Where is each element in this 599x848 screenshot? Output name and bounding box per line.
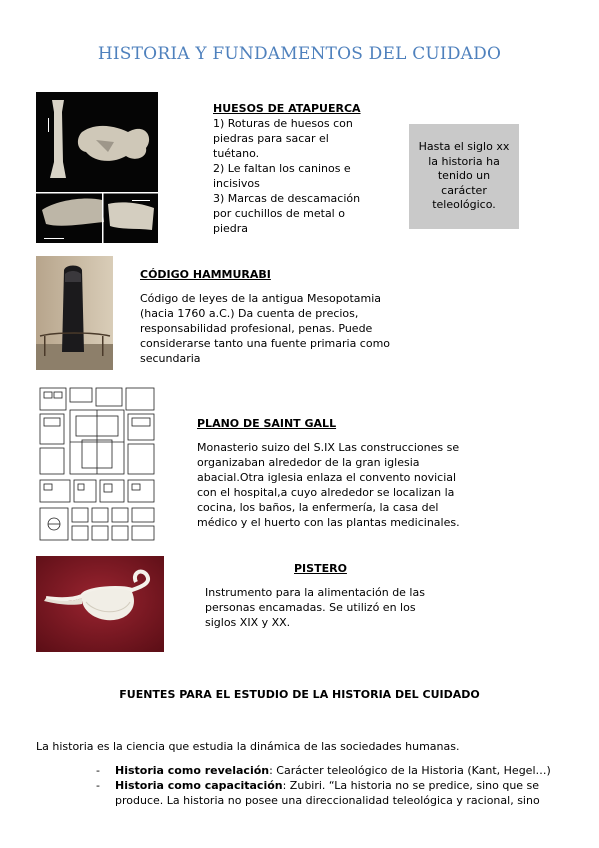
hammurabi-text	[140, 291, 410, 365]
pistero-text	[205, 585, 445, 630]
text-line: siglos XIX y XX.	[205, 616, 291, 629]
text-line: abacial.Otra iglesia enlaza el convento novicial	[197, 471, 457, 484]
text-line: Monasterio suizo del S.IX Las construcciones se	[197, 441, 460, 454]
text-line: Instrumento para la alimentación de las	[205, 586, 425, 599]
list-item-text: : Carácter teleológico de la Historia (Kant, Hegel…)	[269, 764, 551, 777]
text-line: tuétano.	[213, 147, 260, 160]
text-line: por cuchillos de metal o	[213, 207, 345, 220]
saint-gall-text	[197, 440, 487, 530]
teleological-note-box	[409, 124, 519, 229]
text-line: médico y el huerto con las plantas medicinales.	[197, 516, 460, 529]
text-line: cocina, los baños, la enfermería, la casa del	[197, 501, 439, 514]
atapuerca-heading: HUESOS DE ATAPUERCA	[213, 102, 361, 115]
saint-gall-plan-image	[36, 384, 158, 545]
page-title: HISTORIA Y FUNDAMENTOS DEL CUIDADO	[97, 44, 502, 64]
list-dash: -	[96, 779, 100, 792]
list-item	[96, 763, 566, 778]
hammurabi-stele-image	[36, 256, 113, 370]
list-item-text: produce. La historia no posee una direccionalidad teleológica y racional, sino	[115, 794, 540, 807]
list-item-term: Historia como revelación	[115, 764, 270, 777]
text-line: 1) Roturas de huesos con	[213, 117, 353, 130]
saint-gall-heading: PLANO DE SAINT GALL	[197, 417, 337, 430]
history-definition: La historia es la ciencia que estudia la dinámica de las sociedades humanas.	[36, 740, 460, 753]
text-line: 3) Marcas de descamación	[213, 192, 361, 205]
history-list	[96, 763, 566, 808]
text-line: organizaban alrededor de la gran iglesia	[197, 456, 420, 469]
note-line: carácter	[441, 183, 487, 197]
text-line: Código de leyes de la antigua Mesopotamia	[140, 292, 382, 305]
note-line: Hasta el siglo xx	[418, 140, 510, 154]
text-line: secundaria	[140, 352, 201, 365]
fuentes-heading: FUENTES PARA EL ESTUDIO DE LA HISTORIA DEL CUIDADO	[119, 688, 480, 701]
list-item	[96, 778, 566, 793]
list-dash: -	[96, 764, 100, 777]
hammurabi-heading: CÓDIGO HAMMURABI	[140, 268, 271, 281]
atapuerca-bones-image	[36, 92, 158, 243]
text-line: piedra	[213, 222, 249, 235]
text-line: personas encamadas. Se utilizó en los	[205, 601, 416, 614]
text-line: incisivos	[213, 177, 260, 190]
text-line: piedras para sacar el	[213, 132, 329, 145]
list-item-term: Historia como capacitación	[115, 779, 283, 792]
text-line: (hacia 1760 a.C.) Da cuenta de precios,	[140, 307, 359, 320]
pistero-heading: PISTERO	[294, 562, 347, 575]
atapuerca-text	[213, 116, 383, 236]
text-line: 2) Le faltan los caninos e	[213, 162, 351, 175]
list-item-continuation	[96, 793, 566, 808]
list-item-text: : Zubiri. “La historia no se predice, sino que se	[282, 779, 540, 792]
text-line: con el hospital,a cuyo alrededor se localizan la	[197, 486, 455, 499]
pistero-image	[36, 556, 164, 652]
note-line: teleológico.	[432, 198, 496, 212]
note-line: la historia ha	[428, 154, 500, 168]
note-line: tenido un	[437, 169, 491, 183]
text-line: considerarse tanto una fuente primaria como	[140, 337, 391, 350]
text-line: responsabilidad profesional, penas. Puede	[140, 322, 373, 335]
